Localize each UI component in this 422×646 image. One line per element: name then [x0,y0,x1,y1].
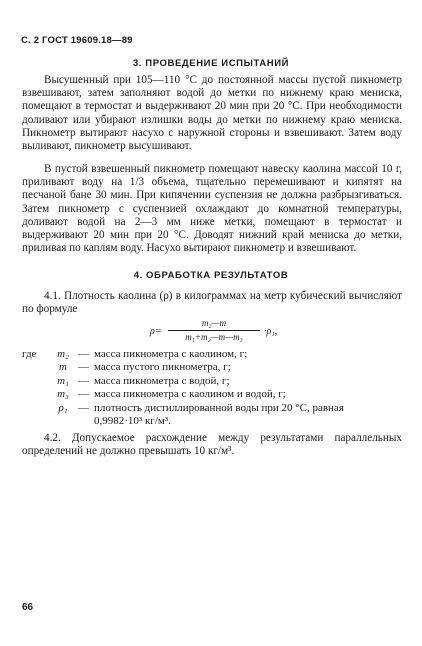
definition-dash: — [78,348,89,360]
section-4-title: 4. ОБРАБОТКА РЕЗУЛЬТАТОВ [133,270,289,281]
formula-denominator: m₁+m₂—m—m₃ [185,332,243,342]
definition-text: плотность дистиллированной воды при 20 °С, равная [94,401,344,414]
formula-fraction [168,318,260,343]
definition-symbol: m₁ [57,374,69,387]
definition-row [22,375,402,388]
variable-definitions [22,348,402,428]
definition-row [22,388,402,401]
definition-row [22,348,402,361]
page-number: 66 [22,602,34,613]
section-3-paragraph-2: В пустой взвешенный пикнометр помещают навеску каолина массой 10 г, приливают воду на 1/3 объема, тщательно перемешивают и кипятят на песчаной бане 30 мин. При кипячении суспензия не должна разбрызгиваться. Затем пикнометр с суспензией охлаждают до комнатной температуры, доливают водой на 2—3 мм ниже метки, помещают в термостат и выдерживают 20 мин при 20 °С. Доводят нижний край мениска до метки, приливая по каплям воду. Насухо вытирают пикнометр и взвешивают. [22,163,402,255]
section-4-paragraph-2: 4.2. Допускаемое расхождение между результатами параллельных определений не должно превышать 10 кг/м³. [22,432,402,458]
definition-symbol: m [59,361,67,374]
definition-text: масса пикнометра с каолином, г; [94,348,248,360]
fraction-bar [168,330,260,331]
section-4-paragraph-1: 4.1. Плотность каолина (ρ) в килограммах на метр кубический вычисляют по формуле [22,290,402,316]
definition-text: 0,9982·10³ кг/м³. [94,414,171,427]
section-3-title: 3. ПРОВЕДЕНИЕ ИСПЫТАНИЙ [132,58,290,69]
definition-dash: — [78,388,89,401]
definition-symbol: m₂ [57,348,69,360]
definition-row [22,361,402,374]
definition-dash: — [78,374,89,387]
where-prefix: где [22,348,37,360]
formula-rhs: ·ρ₁, [264,326,278,337]
density-formula [150,318,300,344]
definition-symbol: m₃ [57,388,69,401]
definition-dash: — [78,361,89,374]
formula-lhs: ρ= [150,326,162,337]
definition-row [22,402,402,415]
definition-continuation [22,415,402,428]
definition-text: масса пикнометра с каолином и водой, г; [94,388,286,401]
definition-text: масса пикнометра с водой, г; [94,374,230,387]
definition-dash: — [78,401,89,414]
definition-symbol: ρ₁ [58,401,68,414]
formula-numerator: m₂—m [201,318,227,328]
page-header: С. 2 ГОСТ 19609.18—89 [21,35,133,46]
section-3-paragraph-1: Высушенный при 105—110 °С до постоянной массы пустой пикнометр взвешивают, затем заполняют водой до метки по нижнему краю мениска, помещают в термостат и выдерживают 20 мин при 20 °С. При необходимости доливают или убирают излишки воды до метки по нижнему краю мениска. Пикнометр вытирают насухо с наружной стороны и взвешивают. Затем воду выливают, пикнометр высушивают. [22,74,402,153]
definition-text: масса пустого пикнометра, г; [94,361,231,374]
